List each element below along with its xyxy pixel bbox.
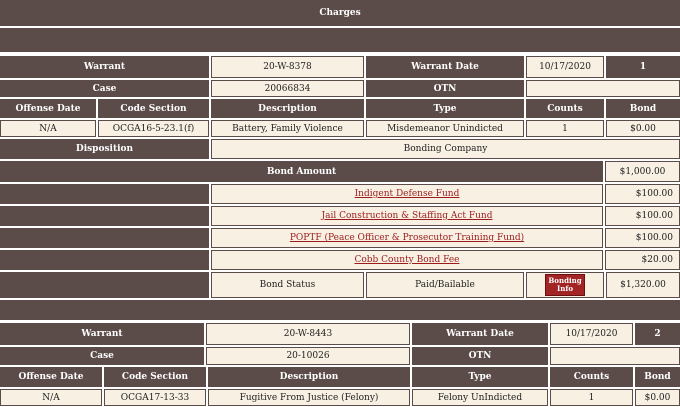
fee-row-spacer	[0, 206, 209, 226]
case-label: Case	[0, 80, 209, 97]
fee-link-indigent-defense[interactable]	[211, 184, 603, 204]
status-row-spacer	[0, 272, 209, 298]
case-value: 20-10026	[206, 347, 410, 365]
code-section-value: OCGA17-13-33	[104, 389, 206, 406]
bond-value: $0.00	[635, 389, 680, 406]
warrant-date-value: 10/17/2020	[526, 56, 604, 78]
bond-total: $1,320.00	[606, 272, 680, 298]
page-title: Charges	[0, 0, 680, 26]
counts-header: Counts	[550, 367, 633, 387]
bonding-info-cell	[526, 272, 604, 298]
warrant-date-value: 10/17/2020	[550, 323, 633, 345]
fee-amount: $20.00	[605, 250, 680, 270]
description-value: Battery, Family Violence	[211, 120, 364, 137]
warrant-label: Warrant	[0, 323, 204, 345]
disposition-label: Disposition	[0, 139, 209, 159]
fee-row-spacer	[0, 250, 209, 270]
otn-value	[526, 80, 680, 97]
otn-label: OTN	[412, 347, 548, 365]
code-section-value: OCGA16-5-23.1(f)	[98, 120, 209, 137]
charge-number: 1	[606, 56, 680, 78]
warrant-date-label: Warrant Date	[412, 323, 548, 345]
description-header: Description	[208, 367, 410, 387]
case-label: Case	[0, 347, 204, 365]
fee-link-label[interactable]: Jail Construction & Staffing Act Fund	[321, 211, 493, 221]
bond-status-label: Bond Status	[211, 272, 364, 298]
fee-amount: $100.00	[605, 228, 680, 248]
description-header: Description	[211, 99, 364, 118]
code-section-header: Code Section	[98, 99, 209, 118]
bond-amount-label: Bond Amount	[0, 161, 603, 182]
spacer-bar	[0, 28, 680, 52]
bond-status-value: Paid/Bailable	[366, 272, 524, 298]
bond-header: Bond	[606, 99, 680, 118]
offense-date-value: N/A	[0, 389, 102, 406]
charge-number: 2	[635, 323, 680, 345]
fee-link-jail-construction[interactable]	[211, 206, 603, 226]
fee-amount: $100.00	[605, 206, 680, 226]
bonding-info-button[interactable]: Bonding Info	[545, 274, 585, 296]
bond-amount-value: $1,000.00	[605, 161, 680, 182]
fee-row-spacer	[0, 184, 209, 204]
code-section-header: Code Section	[104, 367, 206, 387]
offense-date-header: Offense Date	[0, 367, 102, 387]
counts-value: 1	[550, 389, 633, 406]
fee-link-cobb-county[interactable]	[211, 250, 603, 270]
counts-header: Counts	[526, 99, 604, 118]
otn-value	[550, 347, 680, 365]
warrant-date-label: Warrant Date	[366, 56, 524, 78]
type-header: Type	[366, 99, 524, 118]
fee-link-label[interactable]: Indigent Defense Fund	[354, 189, 460, 199]
bond-header: Bond	[635, 367, 680, 387]
bonding-company-label: Bonding Company	[211, 139, 680, 159]
otn-label: OTN	[366, 80, 524, 97]
warrant-label: Warrant	[0, 56, 209, 78]
type-value: Misdemeanor Unindicted	[366, 120, 524, 137]
fee-link-label[interactable]: Cobb County Bond Fee	[354, 255, 460, 265]
fee-row-spacer	[0, 228, 209, 248]
fee-link-poptf[interactable]	[211, 228, 603, 248]
separator-bar	[0, 300, 680, 320]
type-header: Type	[412, 367, 548, 387]
case-value: 20066834	[211, 80, 364, 97]
type-value: Felony UnIndicted	[412, 389, 548, 406]
fee-link-label[interactable]: POPTF (Peace Officer & Prosecutor Training Fund)	[289, 233, 525, 243]
fee-amount: $100.00	[605, 184, 680, 204]
bond-value: $0.00	[606, 120, 680, 137]
warrant-value: 20-W-8378	[211, 56, 364, 78]
offense-date-value: N/A	[0, 120, 96, 137]
description-value: Fugitive From Justice (Felony)	[208, 389, 410, 406]
counts-value: 1	[526, 120, 604, 137]
warrant-value: 20-W-8443	[206, 323, 410, 345]
offense-date-header: Offense Date	[0, 99, 96, 118]
